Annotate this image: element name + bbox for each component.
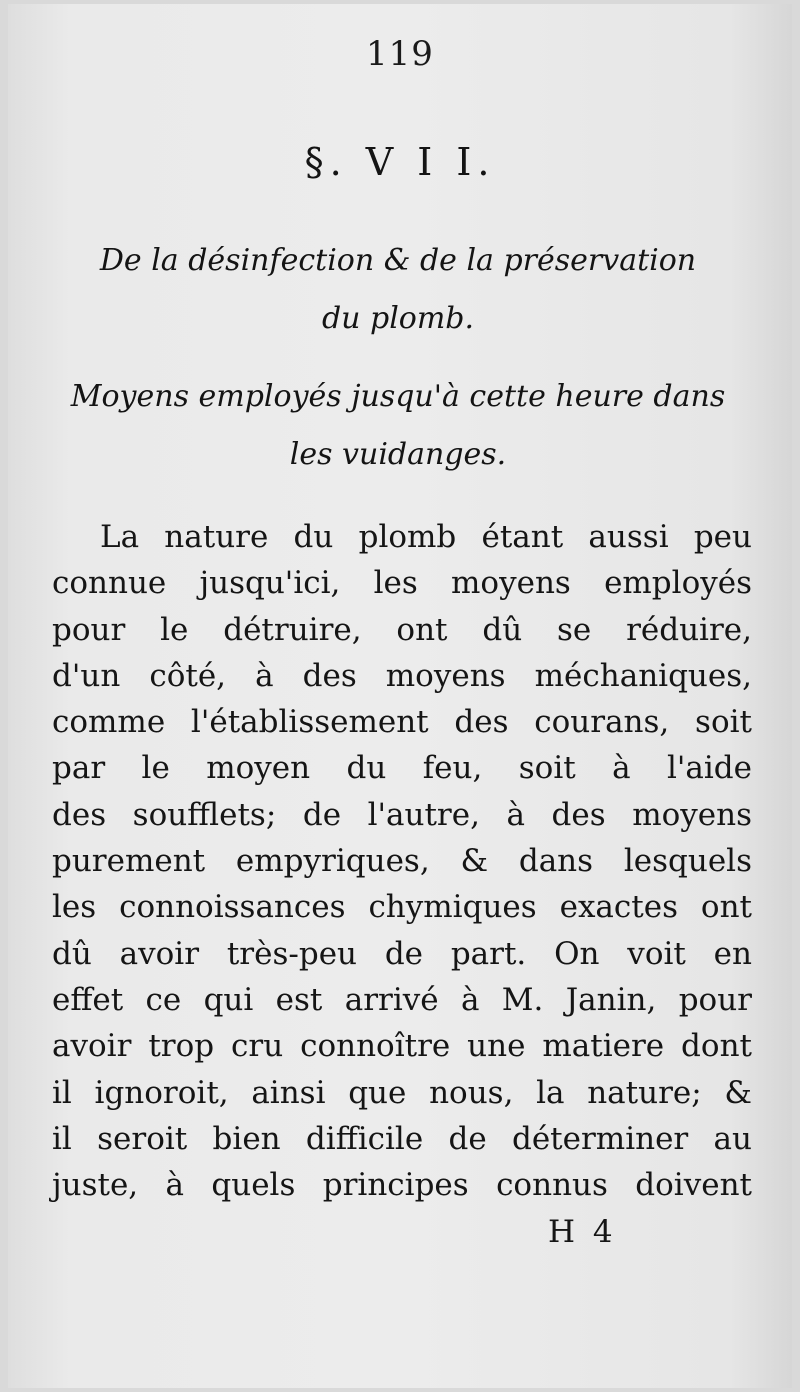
book-page <box>8 4 792 1388</box>
text-line: par le moyen du feu, soit à l'aide <box>52 750 752 787</box>
text-line: effet ce qui est arrivé à M. Janin, pour <box>52 981 752 1018</box>
page-number: 119 <box>366 34 434 74</box>
text-line: comme l'établissement des courans, soit <box>52 704 752 741</box>
text-line: purement empyriques, & dans lesquels <box>52 843 752 880</box>
section-heading-line: du plomb. <box>321 301 475 336</box>
text-line: connue jusqu'ici, les moyens employés <box>52 565 752 602</box>
section-subheading-line: Moyens employés jusqu'à cette heure dans <box>70 379 726 414</box>
text-line: pour le détruire, ont dû se réduire, <box>52 611 752 648</box>
text-line: les connoissances chymiques exactes ont <box>52 889 752 926</box>
text-line: des soufflets; de l'autre, à des moyens <box>52 796 752 833</box>
section-subheading <box>48 368 748 484</box>
section-heading-line: De la désinfection & de la préservation <box>99 243 697 278</box>
section-subheading-line: les vuidanges. <box>289 437 507 472</box>
text-line: juste, à quels principes connus doivent <box>52 1167 752 1204</box>
body-paragraph <box>52 514 752 1208</box>
text-line: La nature du plomb étant aussi peu <box>100 519 752 555</box>
text-line: avoir trop cru connoître une matiere dont <box>52 1028 752 1065</box>
text-line: dû avoir très-peu de part. On voit en <box>52 935 752 972</box>
text-line: d'un côté, à des moyens méchaniques, <box>52 657 752 694</box>
section-title: §. V I I. <box>304 140 496 184</box>
text-line: il seroit bien difficile de déterminer au <box>52 1120 752 1157</box>
text-line: il ignoroit, ainsi que nous, la nature; & <box>52 1074 752 1111</box>
signature-mark: H 4 <box>548 1214 617 1250</box>
section-heading <box>48 232 748 348</box>
